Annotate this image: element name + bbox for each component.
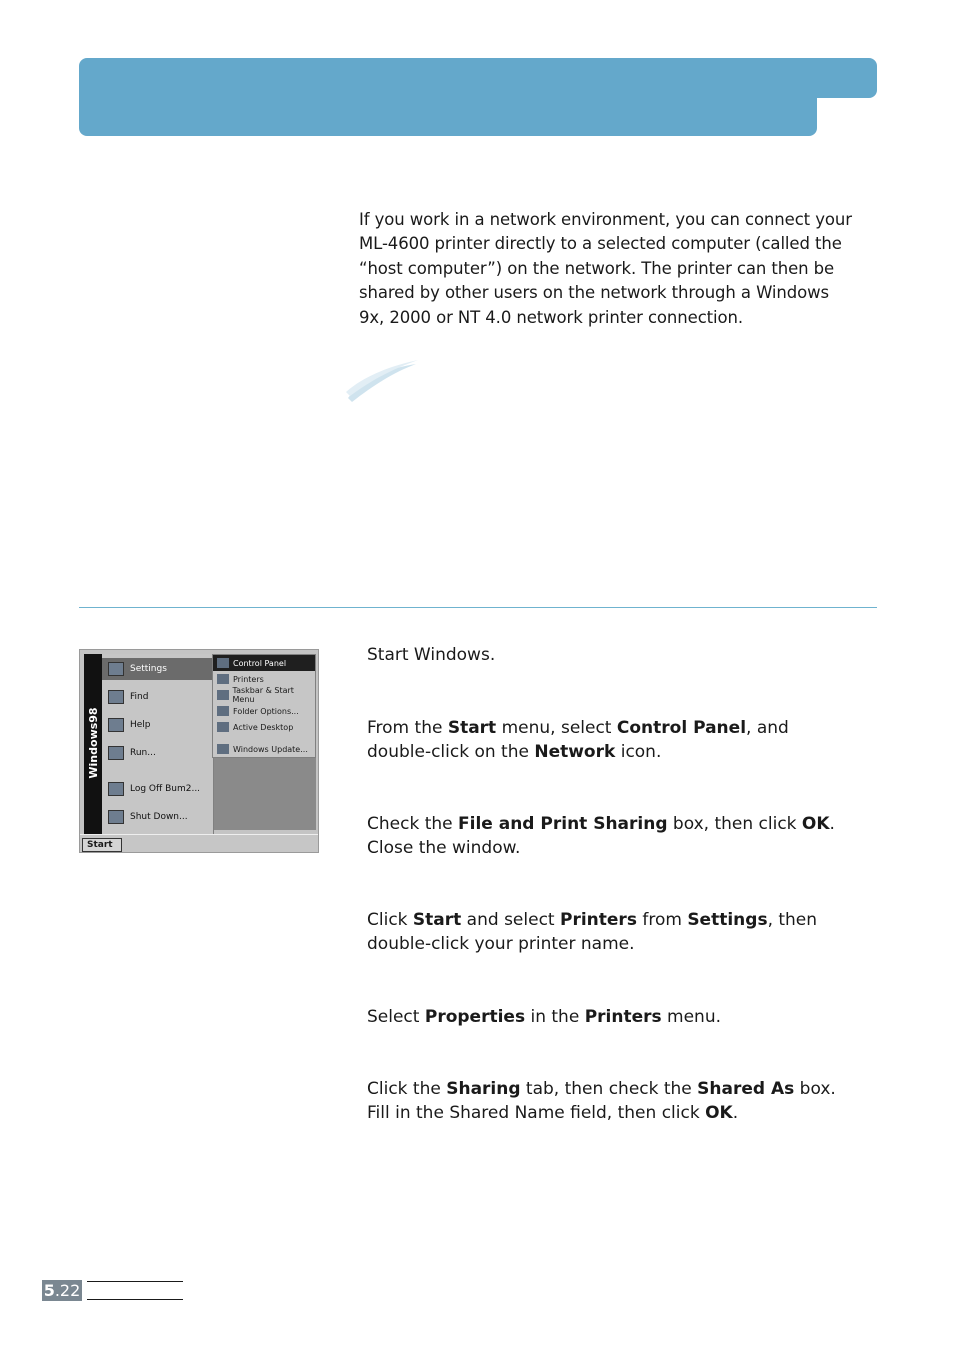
active-desktop-icon <box>217 722 229 732</box>
step-line <box>367 1101 887 1125</box>
step-6 <box>367 1077 887 1126</box>
page-suffix: .22 <box>54 1281 81 1300</box>
chapter-number: 5 <box>43 1281 55 1300</box>
start-menu-item-shut-down <box>108 806 188 828</box>
intro-line: shared by other users on the network through a Windows <box>359 283 830 303</box>
step-1 <box>367 643 887 667</box>
start-menu-label: Shut Down... <box>130 812 188 822</box>
step-line <box>367 643 887 667</box>
header-band-tab <box>779 58 877 98</box>
taskbar <box>80 834 319 853</box>
start-menu-item-find <box>108 686 148 708</box>
step-text: double-click on the <box>367 742 535 763</box>
submenu-item-taskbar <box>213 687 315 703</box>
start-menu-item-run <box>108 742 156 764</box>
step-emphasis: File and Print Sharing <box>458 814 668 834</box>
step-line <box>367 716 887 740</box>
submenu-item-windows-update <box>213 741 315 757</box>
taskbar-icon <box>217 690 229 700</box>
start-menu-item-help <box>108 714 151 736</box>
intro-line: “host computer”) on the network. The printer can then be <box>359 258 835 278</box>
start-menu <box>102 654 214 834</box>
step-text: box, then click <box>667 814 802 834</box>
step-text: , and <box>746 718 789 738</box>
step-emphasis: Control Panel <box>616 718 747 738</box>
submenu-item-folder-options <box>213 703 315 719</box>
header-band <box>79 58 877 136</box>
step-line <box>367 932 887 956</box>
start-menu-label: Run... <box>130 748 156 758</box>
start-button: Start <box>82 838 122 852</box>
step-emphasis: Shared As <box>697 1079 795 1099</box>
step-text: Start Windows. <box>367 645 496 665</box>
step-text: Click the <box>367 1079 447 1099</box>
submenu-label: Taskbar & Start Menu <box>232 686 294 704</box>
step-emphasis: Printers <box>560 910 637 930</box>
os-label: Windows98 <box>87 707 100 779</box>
start-menu-label: Find <box>130 692 149 702</box>
page-number <box>42 1280 82 1301</box>
footer-rule-top <box>87 1281 183 1282</box>
submenu-item-active-desktop <box>213 719 315 735</box>
settings-submenu <box>212 654 316 758</box>
step-text: . <box>732 1103 739 1124</box>
step-emphasis: Network <box>534 742 616 763</box>
step-text: Check the <box>367 814 459 834</box>
step-line <box>367 1077 887 1101</box>
step-text: menu. <box>661 1007 722 1027</box>
desktop-area <box>214 758 316 830</box>
step-3 <box>367 812 887 861</box>
submenu-label: Windows Update... <box>233 744 308 754</box>
run-icon <box>108 746 124 760</box>
start-menu-item-log-off <box>108 778 200 800</box>
step-text: Close the window. <box>367 838 521 859</box>
step-line <box>367 1005 887 1029</box>
step-emphasis: Start <box>412 910 462 930</box>
step-line <box>367 836 887 860</box>
step-text: , then <box>767 910 818 930</box>
start-menu-label: Log Off Bum2... <box>130 784 201 794</box>
submenu-item-printers <box>213 671 315 687</box>
start-menu-label: Help <box>130 720 151 730</box>
start-menu-label: Settings <box>130 664 167 674</box>
step-line <box>367 812 887 836</box>
step-emphasis: Settings <box>687 910 768 930</box>
note-swoosh-icon <box>344 358 420 404</box>
submenu-label: Control Panel <box>233 658 287 668</box>
submenu-label: Folder Options... <box>233 706 299 716</box>
step-line <box>367 908 887 932</box>
step-emphasis: Properties <box>424 1007 526 1027</box>
step-text: menu, select <box>496 718 617 738</box>
step-emphasis: Start <box>447 718 497 738</box>
step-5 <box>367 1005 887 1029</box>
step-2 <box>367 716 887 765</box>
step-4 <box>367 908 887 957</box>
submenu-label: Active Desktop <box>233 722 294 732</box>
folder-options-icon <box>217 706 229 716</box>
step-text: and select <box>461 910 560 930</box>
step-text: icon. <box>615 742 662 763</box>
step-line <box>367 740 887 764</box>
step-emphasis: Printers <box>584 1007 662 1027</box>
submenu-item-control-panel <box>213 655 315 671</box>
os-stripe <box>84 654 102 834</box>
printers-icon <box>217 674 229 684</box>
step-text: Fill in the Shared Name field, then click <box>367 1103 706 1124</box>
step-text: double-click your printer name. <box>367 934 635 955</box>
start-menu-item-settings <box>102 658 214 680</box>
log-off-icon <box>108 782 124 796</box>
help-icon <box>108 718 124 732</box>
footer-rule-bottom <box>87 1299 183 1300</box>
find-icon <box>108 690 124 704</box>
step-emphasis: OK <box>705 1103 733 1124</box>
intro-paragraph <box>359 208 879 330</box>
step-text: box. <box>794 1079 836 1099</box>
submenu-label: Printers <box>233 674 264 684</box>
step-text: From the <box>367 718 448 738</box>
section-divider <box>79 607 877 608</box>
step-text: Select <box>367 1007 425 1027</box>
intro-line: ML-4600 printer directly to a selected computer (called the <box>359 234 842 254</box>
intro-line: If you work in a network environment, you can connect your <box>359 210 852 229</box>
step-emphasis: Sharing <box>446 1079 521 1099</box>
shut-down-icon <box>108 810 124 824</box>
windows-update-icon <box>217 744 229 754</box>
step-text: from <box>636 910 688 930</box>
settings-icon <box>108 662 124 676</box>
intro-line: 9x, 2000 or NT 4.0 network printer connection. <box>359 307 744 327</box>
step-text: Click <box>367 910 413 930</box>
windows98-start-menu-screenshot <box>79 649 319 853</box>
step-text: tab, then check the <box>520 1079 698 1099</box>
step-text: . <box>829 814 835 834</box>
step-text: in the <box>525 1007 585 1027</box>
step-emphasis: OK <box>801 814 830 834</box>
control-panel-icon <box>217 658 229 668</box>
header-band-main <box>79 58 817 136</box>
